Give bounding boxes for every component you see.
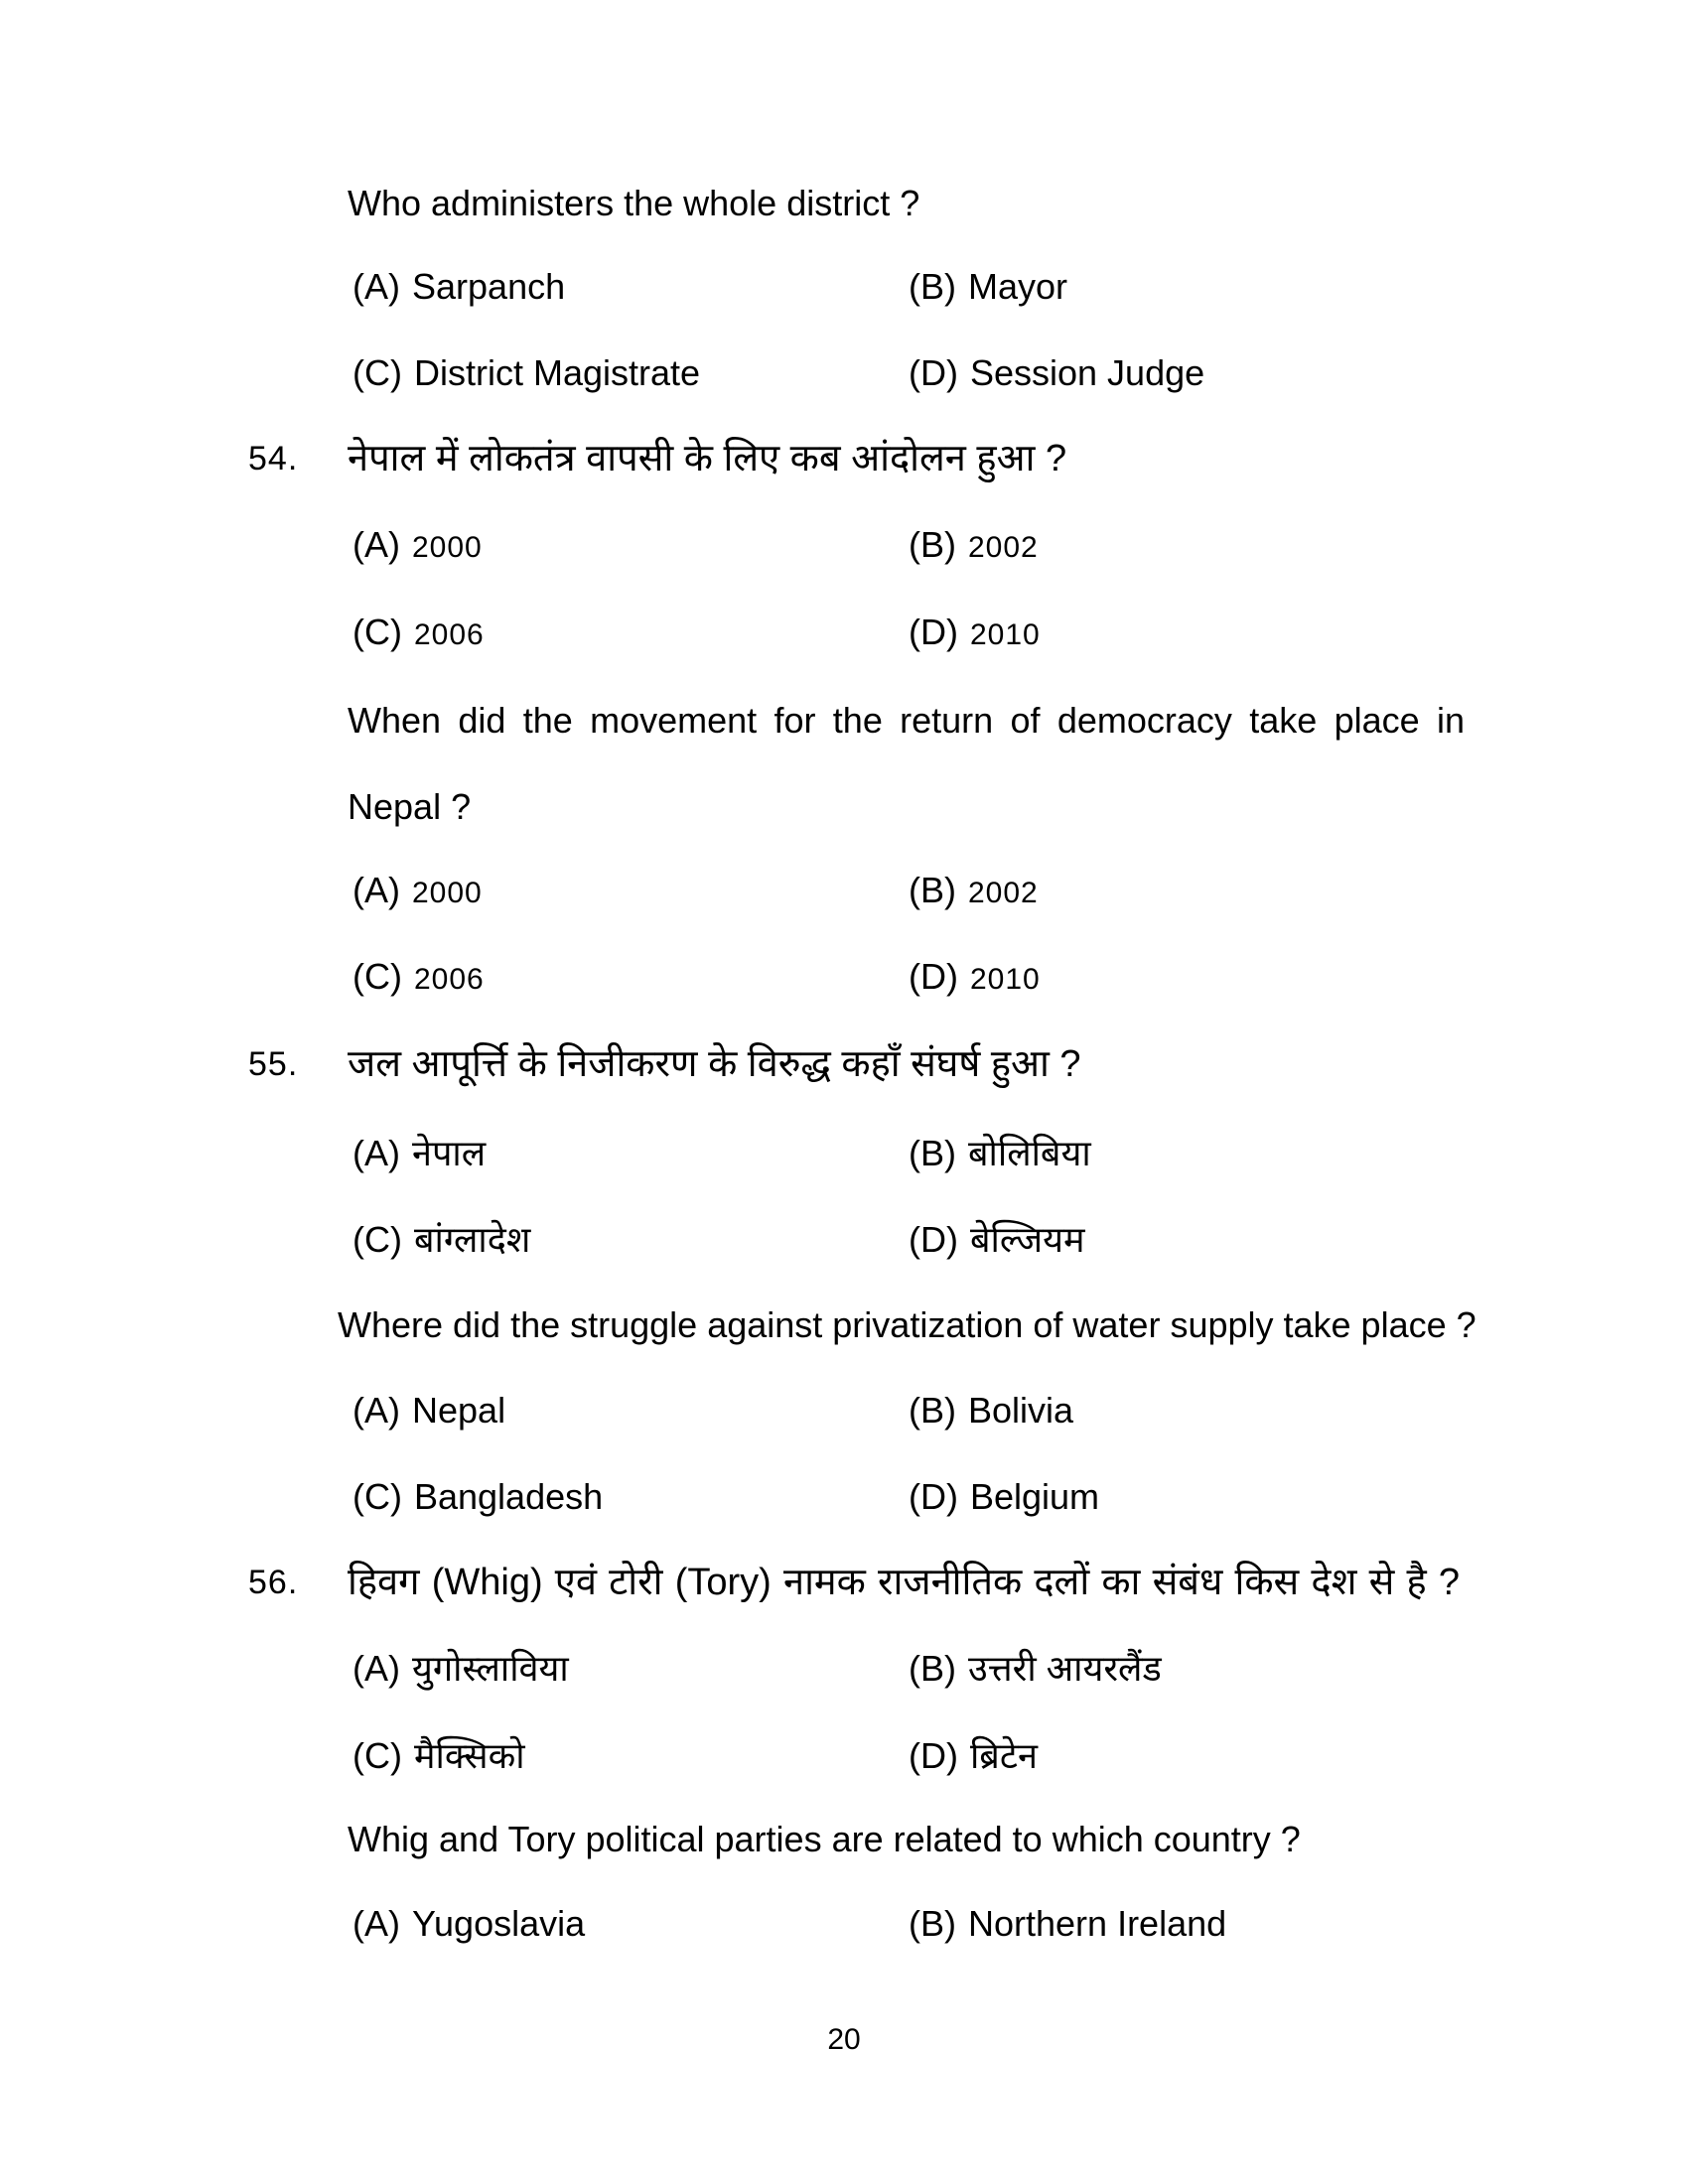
q54-hindi-question: नेपाल में लोकतंत्र वापसी के लिए कब आंदोलन हुआ ? <box>348 438 1067 479</box>
option-text: नेपाल <box>412 1133 487 1173</box>
q54-hindi-option-c <box>352 612 485 653</box>
option-text: Belgium <box>969 1476 1100 1517</box>
option-text: Bolivia <box>968 1390 1074 1431</box>
option-text: Mayor <box>968 266 1068 307</box>
option-label: (B) <box>909 1390 956 1431</box>
q55-english-option-d <box>909 1476 1099 1518</box>
option-label: (A) <box>352 524 400 565</box>
option-text: 2006 <box>413 618 485 651</box>
q54-english-option-b <box>909 870 1039 911</box>
q53-english-option-c <box>352 352 700 394</box>
option-text: 2006 <box>413 963 485 996</box>
page-number: 20 <box>827 2023 861 2056</box>
q54-hindi-option-a <box>352 524 483 566</box>
q55-hindi-option-a <box>352 1128 486 1176</box>
q54-english-question-line1: When did the movement for the return of democracy take place in <box>348 700 1465 741</box>
option-text: बेल्जियम <box>969 1219 1085 1260</box>
option-label: (C) <box>352 352 402 393</box>
q53-english-question: Who administers the whole district ? <box>348 183 920 223</box>
option-text: 2000 <box>412 877 483 909</box>
option-text: Sarpanch <box>412 266 566 307</box>
q55-hindi-option-b <box>909 1128 1091 1176</box>
option-label: (C) <box>352 1219 402 1260</box>
q54-hindi-option-b <box>909 524 1039 566</box>
option-text: 2010 <box>969 963 1041 996</box>
q54-hindi-option-d <box>909 612 1041 653</box>
q56-hindi-option-c <box>352 1730 525 1779</box>
q56-hindi-option-b <box>909 1643 1162 1692</box>
option-text: बांग्लादेश <box>413 1219 531 1260</box>
option-label: (A) <box>352 266 400 307</box>
option-text: 2000 <box>412 531 483 564</box>
option-label: (C) <box>352 1476 402 1517</box>
q55-english-option-a <box>352 1390 505 1432</box>
option-label: (B) <box>909 1133 956 1173</box>
option-label: (D) <box>909 1476 958 1517</box>
option-label: (A) <box>352 1133 400 1173</box>
option-label: (D) <box>909 956 958 997</box>
q55-english-option-b <box>909 1390 1073 1432</box>
q54-english-option-d <box>909 956 1041 998</box>
option-label: (B) <box>909 870 956 910</box>
q54-english-option-a <box>352 870 483 911</box>
q54-english-option-c <box>352 956 485 998</box>
q55-hindi-option-c <box>352 1214 530 1263</box>
option-text: मैक्सिको <box>413 1735 525 1776</box>
option-text: उत्तरी आयरलैंड <box>968 1648 1162 1689</box>
q54-number: 54. <box>248 440 299 478</box>
option-text: 2002 <box>968 531 1039 564</box>
option-label: (A) <box>352 1903 400 1944</box>
option-text: District Magistrate <box>413 352 701 393</box>
option-text: बोलिबिया <box>968 1133 1091 1173</box>
option-label: (C) <box>352 612 402 652</box>
q56-english-option-a <box>352 1903 585 1945</box>
q56-hindi-option-d <box>909 1730 1038 1779</box>
option-text: Nepal <box>412 1390 506 1431</box>
q53-english-option-b <box>909 266 1067 308</box>
option-label: (D) <box>909 1219 958 1260</box>
q56-english-question: Whig and Tory political parties are related to which country ? <box>348 1819 1301 1859</box>
option-label: (A) <box>352 870 400 910</box>
option-label: (B) <box>909 524 956 565</box>
option-text: Bangladesh <box>413 1476 604 1517</box>
option-label: (D) <box>909 1735 958 1776</box>
option-text: Yugoslavia <box>412 1903 586 1944</box>
option-label: (D) <box>909 352 958 393</box>
q56-hindi-option-a <box>352 1643 569 1692</box>
q53-english-option-d <box>909 352 1204 394</box>
q56-english-option-b <box>909 1903 1226 1945</box>
q56-hindi-question: हिवग (Whig) एवं टोरी (Tory) नामक राजनीतिक दलों का संबंध किस देश से है ? <box>348 1562 1460 1603</box>
option-label: (A) <box>352 1390 400 1431</box>
q55-english-option-c <box>352 1476 603 1518</box>
option-text: 2010 <box>969 618 1041 651</box>
q55-hindi-option-d <box>909 1214 1085 1263</box>
q55-hindi-question: जल आपूर्त्ति के निजीकरण के विरुद्ध कहाँ संघर्ष हुआ ? <box>348 1043 1081 1085</box>
q53-english-option-a <box>352 266 565 308</box>
option-label: (B) <box>909 266 956 307</box>
option-text: 2002 <box>968 877 1039 909</box>
option-label: (B) <box>909 1903 956 1944</box>
option-text: Northern Ireland <box>968 1903 1227 1944</box>
q55-english-question: Where did the struggle against privatization of water supply take place ? <box>338 1304 1477 1345</box>
option-label: (A) <box>352 1648 400 1689</box>
q54-english-question-line2: Nepal ? <box>348 786 472 827</box>
option-text: युगोस्लाविया <box>412 1648 569 1689</box>
option-text: ब्रिटेन <box>969 1735 1038 1776</box>
q55-number: 55. <box>248 1045 299 1083</box>
option-label: (B) <box>909 1648 956 1689</box>
option-label: (C) <box>352 956 402 997</box>
option-label: (C) <box>352 1735 402 1776</box>
q56-number: 56. <box>248 1564 299 1601</box>
option-label: (D) <box>909 612 958 652</box>
option-text: Session Judge <box>969 352 1205 393</box>
